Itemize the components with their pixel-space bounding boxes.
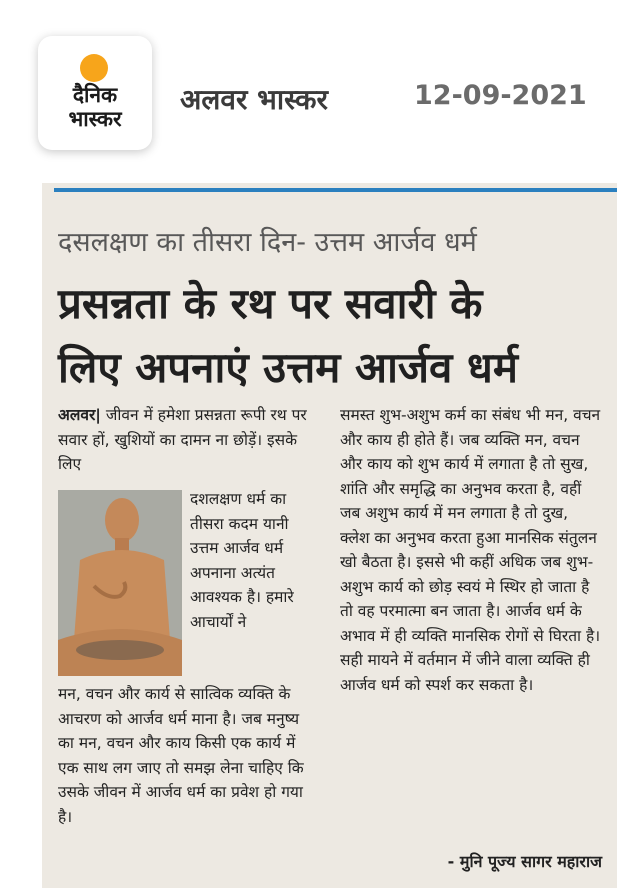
- sun-icon: [80, 54, 108, 82]
- column-1-text: मन, वचन और कार्य से सात्विक व्यक्ति के आचरण को आर्जव धर्म माना है। जब मनुष्य का मन, वचन और काय किसी एक कार्य में एक साथ लग जाए तो समझ लेना चाहिए कि उसके जीवन में आर्जव धर्म का प्रवेश हो गया है।: [58, 685, 304, 826]
- logo-line-1: दैनिक: [72, 83, 118, 107]
- dateline: अलवर|: [58, 406, 101, 424]
- publication-date: 12-09-2021: [414, 80, 587, 111]
- muni-portrait-photo: [58, 490, 182, 676]
- column-1-intro-text: जीवन में हमेशा प्रसन्नता रूपी रथ पर सवार हों, खुशियों का दामन ना छोड़ें। इसके लिए: [58, 406, 307, 473]
- portrait-illustration: [58, 490, 182, 676]
- article-kicker: दसलक्षण का तीसरा दिन- उत्तम आर्जव धर्म: [58, 227, 477, 258]
- logo-line-2: भास्कर: [68, 107, 122, 131]
- author-credit: - मुनि पूज्य सागर महाराज: [447, 852, 602, 871]
- dainik-bhaskar-logo[interactable]: [38, 36, 152, 150]
- publication-name: अलवर भास्कर: [180, 83, 328, 116]
- app-header: [0, 0, 617, 170]
- blue-rule-divider: [54, 188, 617, 192]
- headline-line-2: लिए अपनाएं उत्तम आर्जव धर्म: [58, 343, 518, 392]
- column-1-beside-photo: दशलक्षण धर्म का तीसरा कदम यानी उत्तम आर्जव धर्म अपनाना अत्यंत आवश्यक है। हमारे आचार्यों ने: [190, 490, 294, 631]
- column-1-intro: [58, 403, 318, 477]
- headline-line-1: प्रसन्नता के रथ पर सवारी के: [58, 279, 483, 328]
- column-2-text: समस्त शुभ-अशुभ कर्म का संबंध भी मन, वचन और काय ही होते हैं। जब व्यक्ति मन, वचन और काय को शुभ कार्य में लगाता है तो सुख, शांति और समृद्धि का अनुभव करता है, वहीं जब अशुभ कार्य में मन लगाता है तो दुख, क्लेश का अनुभव करता हुआ मानसिक संतुलन खो बैठता है। इससे भी कहीं अधिक जब शुभ-अशुभ कार्य को छोड़ स्वयं मे स्थिर हो जाता है तो वह परमात्मा बन जाता है। आर्जव धर्म के अभाव में ही व्यक्ति मानसिक रोगों से घिरता है। सही मायने में वर्तमान में जीने वाला व्यक्ति ही आर्जव धर्म को स्पर्श कर सकता है।: [340, 406, 601, 694]
